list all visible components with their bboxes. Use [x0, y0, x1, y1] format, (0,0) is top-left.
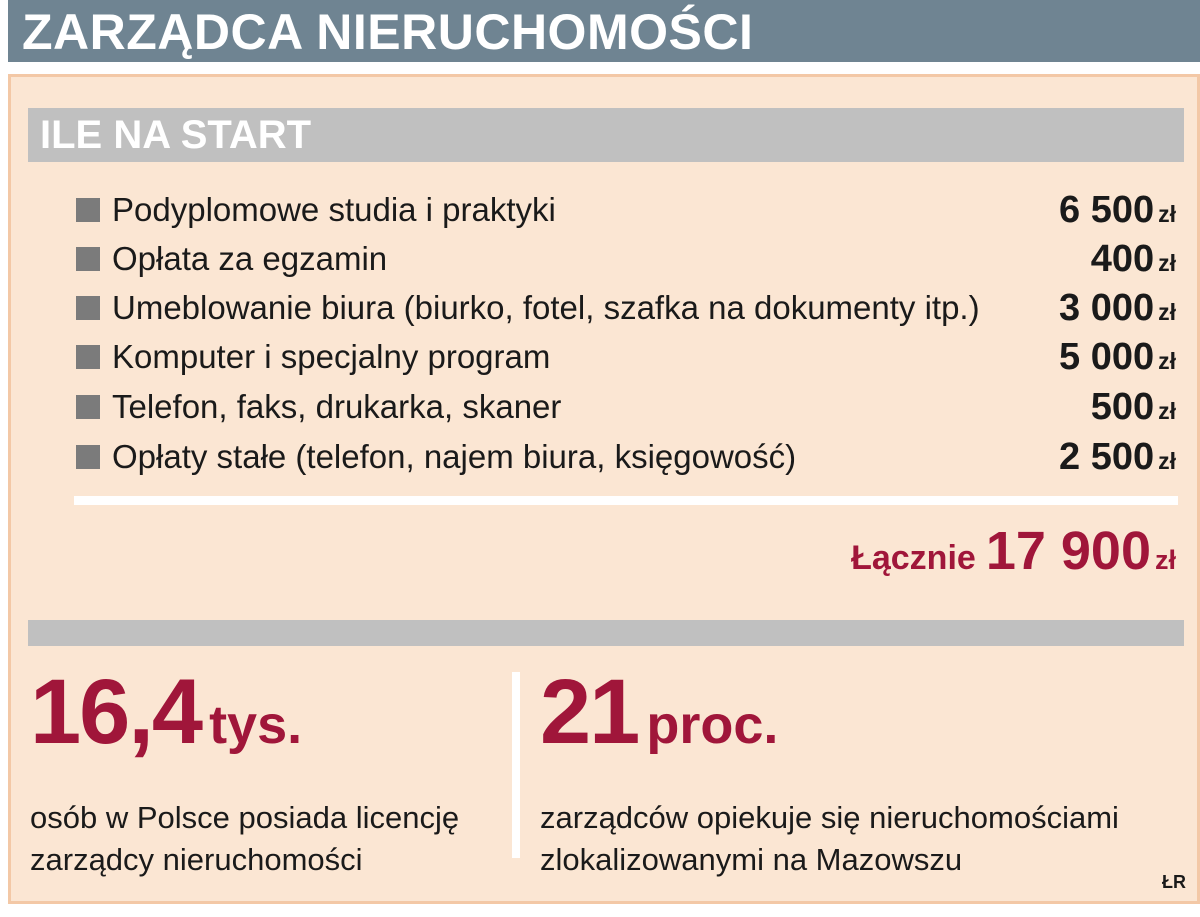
square-bullet-icon — [76, 345, 100, 369]
currency: zł — [1158, 250, 1176, 276]
total — [851, 520, 1176, 584]
title-bar — [8, 0, 1200, 62]
cost-value — [1059, 186, 1176, 238]
currency: zł — [1158, 201, 1176, 227]
cost-value — [1059, 284, 1176, 336]
cost-row — [76, 383, 1176, 433]
currency: zł — [1158, 348, 1176, 374]
square-bullet-icon — [76, 296, 100, 320]
total-label: Łącznie — [851, 539, 976, 577]
cost-value — [1091, 383, 1176, 435]
cost-value — [1059, 333, 1176, 385]
square-bullet-icon — [76, 445, 100, 469]
author-credit: ŁR — [1162, 872, 1186, 892]
cost-value — [1059, 433, 1176, 485]
cost-amount: 400 — [1090, 238, 1155, 280]
cost-label: Komputer i specjalny program — [112, 338, 551, 375]
cost-amount: 500 — [1090, 386, 1155, 428]
cost-row — [76, 186, 1176, 236]
total-value: 17 900 — [985, 521, 1151, 581]
cost-amount: 5 000 — [1059, 336, 1155, 378]
page-title: ZARZĄDCA NIERUCHOMOŚCI — [22, 4, 754, 60]
cost-label: Umeblowanie biura (biurko, fotel, szafka na dokumenty itp.) — [112, 289, 980, 326]
cost-label: Opłaty stałe (telefon, najem biura, księgowość) — [112, 438, 797, 475]
stat-figure — [30, 661, 500, 787]
stat-unit: tys. — [209, 695, 303, 755]
cost-value — [1091, 235, 1176, 287]
separator-bar — [28, 620, 1184, 646]
currency: zł — [1158, 448, 1176, 474]
column-divider — [512, 672, 520, 858]
stat-number: 16,4 — [30, 661, 202, 763]
cost-label: Telefon, faks, drukarka, skaner — [112, 388, 562, 425]
stat-figure — [540, 661, 1180, 787]
cost-row — [76, 235, 1176, 285]
currency: zł — [1158, 299, 1176, 325]
stat-mazowsze — [540, 661, 1180, 881]
square-bullet-icon — [76, 247, 100, 271]
cost-row — [76, 333, 1176, 383]
square-bullet-icon — [76, 198, 100, 222]
divider-line — [74, 496, 1178, 505]
stat-description: zarządców opiekuje się nieruchomościami zlokalizowanymi na Mazowszu — [540, 800, 1119, 877]
cost-amount: 2 500 — [1059, 436, 1155, 478]
cost-label: Podyplomowe studia i praktyki — [112, 191, 556, 228]
cost-label: Opłata za egzamin — [112, 240, 388, 277]
stat-unit: proc. — [646, 695, 779, 755]
cost-row — [76, 284, 1176, 334]
cost-amount: 3 000 — [1059, 287, 1155, 329]
cost-row — [76, 433, 1176, 483]
section-header — [28, 108, 1184, 162]
total-currency: zł — [1154, 545, 1176, 575]
section-title: ILE NA START — [40, 113, 312, 157]
stat-licenses — [30, 661, 500, 881]
stat-description: osób w Polsce posiada licencję zarządcy nieruchomości — [30, 800, 460, 877]
stat-number: 21 — [540, 661, 639, 763]
currency: zł — [1158, 398, 1176, 424]
square-bullet-icon — [76, 395, 100, 419]
cost-amount: 6 500 — [1059, 189, 1155, 231]
